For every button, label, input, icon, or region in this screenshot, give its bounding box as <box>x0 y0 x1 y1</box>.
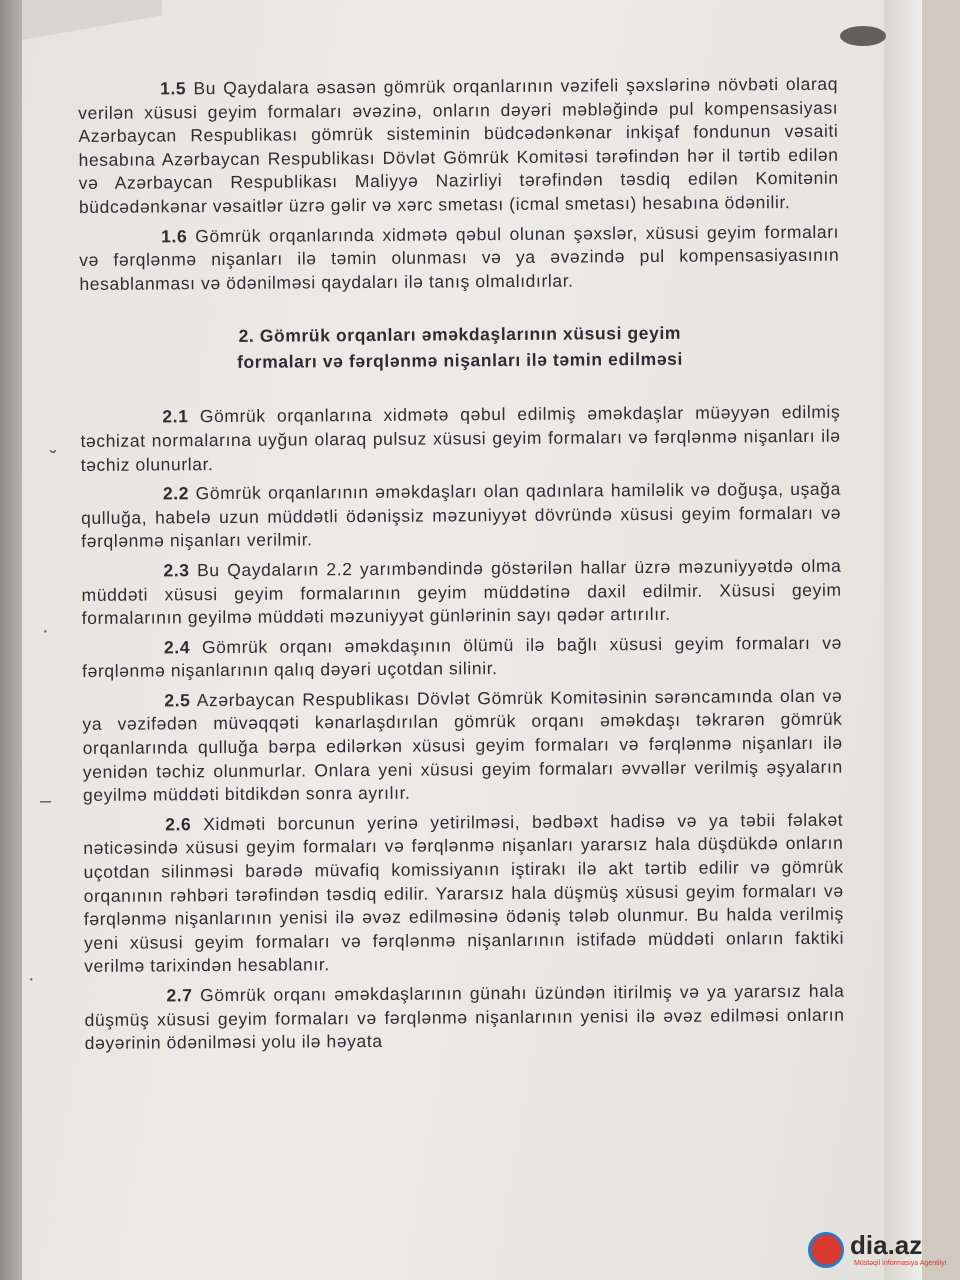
background-strip-left <box>0 0 22 1280</box>
paragraph-number: 2.2 <box>162 483 190 504</box>
paragraph-number: 2.6 <box>165 814 192 835</box>
paragraph-text: Gömrük orqanlarına xidmətə qəbul edilmiş əməkdaşlar müəyyən edilmiş təchizat normalarına uyğun olaraq pulsuz xüsusi geyim formaları və fərqlənmə nişanları ilə təchiz olunurlar. <box>80 402 841 475</box>
paragraph-number: 2.4 <box>163 636 191 658</box>
paragraph-text: Gömrük orqanı əməkdaşlarının günahı üzündən itirilmiş və ya yararsız hala düşmüş xüsusi geyim formaları və fərqlənmə nişanlarının yenisi ilə əvəz edilməsi onların dəyərinin ödənilməsi yolu ilə həyata <box>84 980 845 1054</box>
paragraph-2-3 <box>81 555 841 631</box>
section-heading-line-2: formaları və fərqlənmə nişanları ilə təmin edilməsi <box>236 349 684 373</box>
paragraph-2-7 <box>84 980 844 1056</box>
dia-logo-icon <box>808 1232 844 1268</box>
paragraph-text: Bu Qaydalara əsasən gömrük orqanlarının vəzifeli şəxslərinə növbəti olaraq verilən xüsusi geyim formaları əvəzinə, onların dəyəri məbləğində pul kompensasiyası Azərbaycan Respublikası gömrük sisteminin büdcədənkənar inkişaf fondunun vəsaiti hesabına Azərbaycan Respublikası Dövlət Gömrük Komitəsi tərəfindən hər il tərtib edilən və Azərbaycan Respublikası Maliyyə Nazirliyi tərəfindən təsdiq edilən Komitənin büdcədənkənar vəsaitlər üzrə gəlir və xərc smetası (icmal smetası) hesabına ödənilir. <box>78 73 839 217</box>
paragraph-number: 1.5 <box>160 78 187 99</box>
paragraph-1-5 <box>78 73 839 220</box>
paragraph-number: 2.5 <box>164 690 191 711</box>
page-edge-shadow <box>884 0 922 1280</box>
paragraph-1-6 <box>79 220 839 296</box>
page-corner <box>22 0 162 40</box>
watermark-text: dia.az <box>850 1230 923 1260</box>
paragraph-number: 2.7 <box>166 985 193 1006</box>
paragraph-text: Bu Qaydaların 2.2 yarımbəndində göstərilən hallar üzrə məzuniyyətdə olma müddəti xüsusi geyim formalarının geyim müddətinə daxil edilmir. Xüsusi geyim formalarının geyilmə müddəti məzuniyyət günlərinin sayı qədər artırılır. <box>81 555 842 629</box>
paragraph-number: 2.3 <box>163 560 190 581</box>
paragraph-number: 2.1 <box>162 406 189 427</box>
section-heading <box>80 319 840 376</box>
paragraph-text: Xidməti borcunun yerinə yetirilməsi, bədbəxt hadisə və ya təbii fəlakət nəticəsində xüsusi geyim formaları və fərqlənmə nişanları yararsız hala düşdükdə onların uçotdan silinməsi barədə müvafiq komissiyanın iştirakı ilə akt tərtib edilir və gömrük orqanının rəhbəri tərəfindən təsdiq edilir. Yararsız hala düşmüş xüsusi geyim formaları və fərqlənmə nişanlarının yenisi ilə əvəz edilməsinə ödəniş tələb olunmur. Bu halda verilmiş yeni xüsusi geyim formaları və fərqlənmə nişanlarının istifadə müddəti onların faktiki verilmə tarixindən hesablanır. <box>83 809 845 977</box>
paragraph-text: Gömrük orqanlarının əməkdaşları olan qadınlara hamiləlik və doğuşa, uşağa qulluğa, habelə uzun müddətli ödənişsiz məzuniyyət dövründə xüsusi geyim formaları və fərqlənmə nişanları verilmir. <box>80 478 842 552</box>
paragraph-text: Gömrük orqanı əməkdaşının ölümü ilə bağlı xüsusi geyim formaları və fərqlənmə nişanlarının qalıq dəyəri uçotdan silinir. <box>82 632 843 682</box>
paragraph-2-2 <box>81 478 841 554</box>
margin-mark: ˘ <box>50 448 57 470</box>
section-heading-line-1: 2. Gömrük orqanları əməkdaşlarının xüsusi geyim <box>238 323 682 347</box>
paragraph-2-1 <box>80 401 840 477</box>
margin-mark: · <box>42 620 49 642</box>
watermark-subtitle: Müstəqil İnformasiya Agentliyi <box>854 1260 947 1267</box>
ink-smudge <box>840 26 886 46</box>
margin-mark: · <box>28 968 35 990</box>
paragraph-number: 1.6 <box>161 225 188 246</box>
paragraph-text: Azərbaycan Respublikası Dövlət Gömrük Komitəsinin sərəncamında olan və ya vəzifədən müvəqqəti kənarlaşdırılan gömrük orqanı əməkdaşı təkrarən gömrük orqanlarında qulluğa bərpa edilərkən xüsusi geyim formaları və fərqlənmə nişanları ilə yenidən təchiz olunmurlar. Onlara yeni xüsusi geyim formaları əvvəllər verilmiş əşyaların geyilmə müddəti bitdikdən sonra ayrılır. <box>82 685 843 806</box>
paragraph-2-6 <box>83 809 844 979</box>
margin-mark: – <box>40 790 52 812</box>
document-body <box>78 73 845 1062</box>
dia-az-watermark <box>808 1228 958 1274</box>
paragraph-2-5 <box>82 685 843 808</box>
paragraph-2-4 <box>82 631 842 683</box>
paragraph-text: Gömrük orqanlarında xidmətə qəbul olunan şəxslər, xüsusi geyim formaları və fərqlənmə nişanları ilə təmin olunması və ya əvəzində pul kompensasiyasının hesablanması və ödənilməsi qaydaları ilə tanış olmalıdırlar. <box>79 221 840 294</box>
